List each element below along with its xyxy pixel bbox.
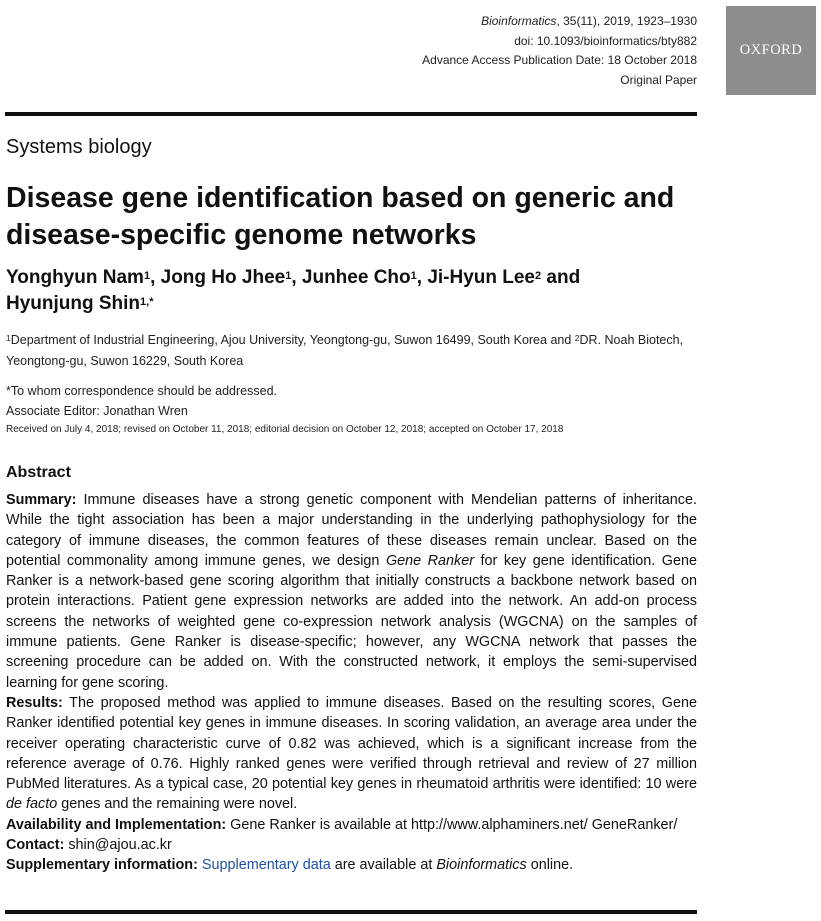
associate-editor: Associate Editor: Jonathan Wren xyxy=(6,404,188,418)
affiliations xyxy=(6,330,700,372)
contact-label: Contact: xyxy=(6,837,65,854)
contact-text: shin@ajou.ac.kr xyxy=(64,837,172,854)
author-name: Hyunjung Shin xyxy=(6,293,141,314)
affiliation-text: Department of Industrial Engineering, Ajou University, Yeongtong-gu, Suwon 16499, South Korea and xyxy=(10,333,575,347)
affiliation-text: DR. Noah Biotech, Yeongtong-gu, Suwon 16229, South Korea xyxy=(6,333,684,368)
summary-emphasis: Gene Ranker xyxy=(385,552,475,569)
abstract-divider xyxy=(5,910,697,914)
results-text: genes and the remaining were novel. xyxy=(57,796,298,813)
author-conjunction: and xyxy=(546,267,581,288)
section-label: Systems biology xyxy=(6,136,152,158)
received-dates: Received on July 4, 2018; revised on October 11, 2018; editorial decision on October 12, 2018; accepted on October 17, 2018 xyxy=(6,424,564,435)
header-divider xyxy=(5,112,697,116)
supplementary-data-link[interactable]: Supplementary data xyxy=(201,857,331,874)
summary-text: for key gene identification. Gene Ranker is a network-based gene scoring algorithm that initially constructs a backbone network based on protein interactions. Patient gene expression networks are added into the network. An add-on process screens the networks of weighted gene co-expression network analysis (WGCNA) on the samples of immune patients. Gene Ranker is disease-specific; however, any WGCNA network that passes the screening procedure can be added on. With the constructed network, it employs the semi-supervised learning for gene scoring. xyxy=(6,552,697,691)
availability-label: Availability and Implementation: xyxy=(6,816,227,833)
supplementary-text: are available at xyxy=(330,857,437,874)
publication-date: Advance Access Publication Date: 18 October 2018 xyxy=(422,53,697,67)
author-name: Ji-Hyun Lee xyxy=(427,267,536,288)
abstract-results xyxy=(6,693,697,815)
supplementary-journal: Bioinformatics xyxy=(436,857,527,874)
journal-name: Bioinformatics xyxy=(481,14,557,28)
affiliation-marker: 1 xyxy=(6,333,11,343)
results-text: The proposed method was applied to immune diseases. Based on the resulting scores, Gene Ranker identified potential key genes in immune diseases. In scoring validation, an average area under the receiver operating characteristic curve of 0.82 was achieved, which is a significant increase from the reference average of 0.76. Highly ranked genes were verified through retrieval and review of 27 million PubMed literatures. As a typical case, 20 potential key genes in rheumatoid arthritis were identified: 10 were xyxy=(6,694,697,793)
author-name: Yonghyun Nam xyxy=(6,267,144,288)
results-emphasis: de facto xyxy=(6,796,58,813)
availability-text: Gene Ranker is available at http://www.alphaminers.net/ GeneRanker/ xyxy=(226,816,678,833)
author-name: Jong Ho Jhee xyxy=(160,267,286,288)
supplementary-label: Supplementary information: xyxy=(6,857,198,874)
paper-title: Disease gene identification based on generic and disease-specific genome networks xyxy=(6,182,675,251)
affiliation-marker: 1,* xyxy=(140,296,154,308)
abstract-availability xyxy=(6,815,697,835)
author-list: Yonghyun Nam$^1$, Jong Ho Jhee$^1$, Junhee Cho$^1$, Ji-Hyun Lee$^2$ and Hyunjung Shin$^{1,*}$ xyxy=(6,267,581,314)
correspondence-block xyxy=(6,381,277,421)
correspondence-note: *To whom correspondence should be addressed. xyxy=(6,384,278,398)
paper-type: Original Paper xyxy=(620,72,697,87)
summary-label: Summary: xyxy=(6,492,77,508)
abstract-summary xyxy=(6,490,697,693)
doi-line: doi: 10.1093/bioinformatics/bty882 xyxy=(514,33,697,48)
author-name: Junhee Cho xyxy=(301,267,411,288)
affiliation-marker: 2 xyxy=(574,333,580,343)
publisher-logo: OXFORD xyxy=(726,6,816,95)
abstract-contact xyxy=(6,835,697,855)
abstract-body xyxy=(6,490,697,876)
abstract-heading: Abstract xyxy=(6,464,71,481)
citation-line xyxy=(297,12,697,32)
results-label: Results: xyxy=(6,694,63,711)
citation-details: , 35(11), 2019, 1923–1930 xyxy=(556,14,697,28)
affiliation-marker: 1 xyxy=(410,270,417,282)
supplementary-text-end: online. xyxy=(526,857,574,874)
affiliation-marker: 1 xyxy=(285,270,292,282)
affiliation-marker: 1 xyxy=(143,270,151,282)
abstract-supplementary xyxy=(6,855,697,875)
summary-text: Immune diseases have a strong genetic component with Mendelian patterns of inheritance. While the tight association has been a major understanding in the underlying pathophysiology for the category of immune diseases, the common features of these diseases remain unclear. Based on the potential commonality among immune genes, we design xyxy=(6,492,697,569)
affiliation-marker: 2 xyxy=(535,270,542,282)
journal-header-info xyxy=(297,12,697,90)
